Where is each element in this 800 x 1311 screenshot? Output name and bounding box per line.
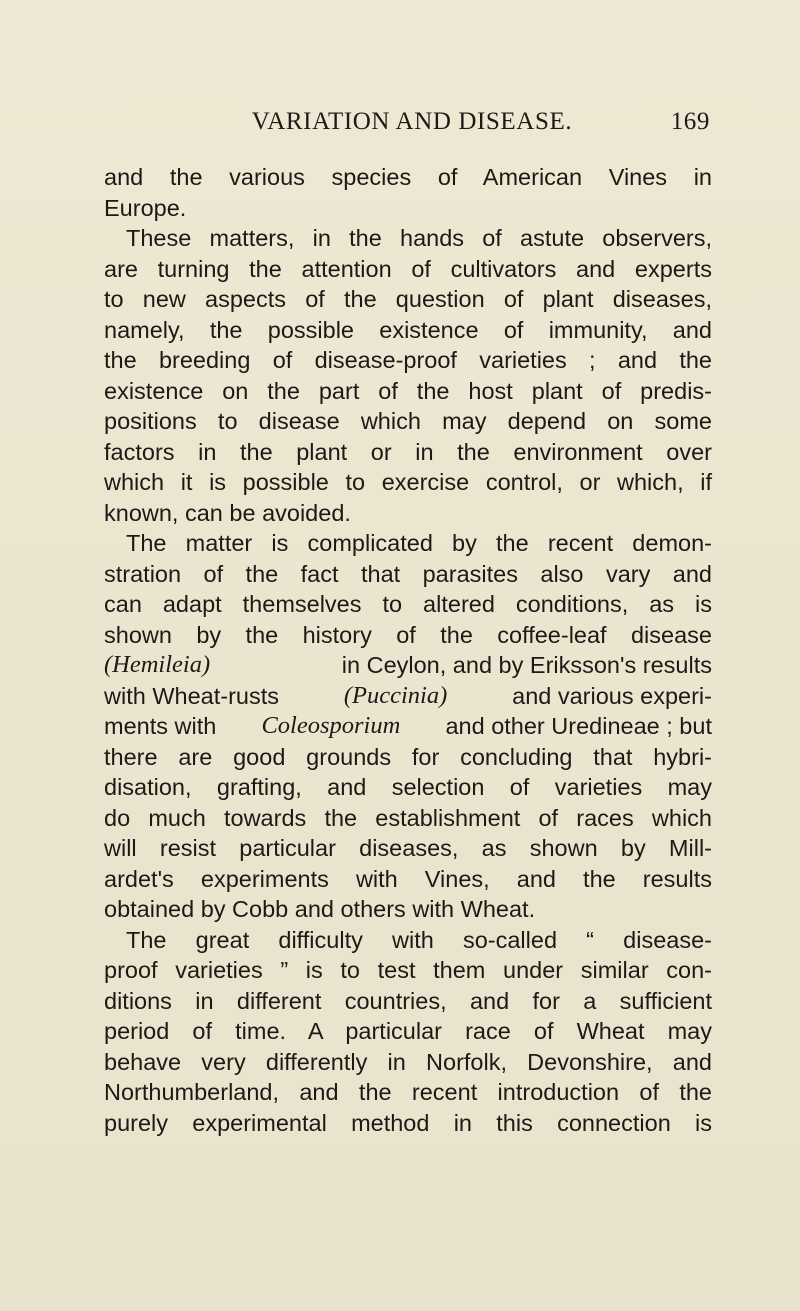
text-line: the breeding of disease-proof varieties ; and the	[104, 347, 712, 373]
text-line: positions to disease which may depend on some	[104, 408, 712, 434]
text-line: do much towards the establishment of races which	[104, 804, 712, 831]
text-line: The matter is complicated by the recent demon-	[126, 530, 712, 556]
text-line: period of time. A particular race of Wheat may	[104, 1018, 712, 1044]
text-line: and the various species of American Vines in	[104, 164, 712, 190]
text-line: are turning the attention of cultivators and experts	[104, 255, 712, 282]
text-line: The great difficulty with so-called “ disease-	[126, 926, 712, 953]
text-line: shown by the history of the coffee-leaf disease	[104, 621, 712, 648]
text-line: there are good grounds for concluding that hybri-	[104, 743, 712, 770]
text-line: existence on the part of the host plant of predis-	[104, 377, 712, 404]
italic-term-hemileia: (Hemileia)	[104, 651, 211, 678]
text-line: factors in the plant or in the environment over	[104, 438, 712, 465]
page-number: 169	[670, 108, 710, 135]
body-text	[104, 162, 712, 1138]
running-head	[114, 108, 710, 144]
text-line: Northumberland, and the recent introduction of the	[104, 1079, 712, 1105]
text-line: ardet's experiments with Vines, and the results	[104, 865, 712, 892]
text-line: ditions in different countries, and for a sufficient	[104, 987, 712, 1014]
text-line: ments with Coleosporium and other Uredineae ; but	[104, 711, 712, 742]
text-line: behave very differently in Norfolk, Devonshire, and	[104, 1048, 712, 1075]
text-line: will resist particular diseases, as shown by Mill-	[104, 835, 712, 861]
text-line: obtained by Cobb and others with Wheat.	[104, 896, 536, 922]
italic-term-coleosporium: Coleosporium	[261, 712, 401, 739]
text-line: Europe.	[104, 194, 187, 221]
text-line: to new aspects of the question of plant diseases,	[104, 286, 712, 312]
text-line: can adapt themselves to altered conditions, as is	[104, 591, 712, 617]
text-line: namely, the possible existence of immunity, and	[104, 316, 712, 343]
text-line: (Hemileia) in Ceylon, and by Eriksson's results	[104, 650, 712, 681]
text-line: with Wheat-rusts (Puccinia) and various experi-	[104, 681, 712, 712]
running-title: VARIATION AND DISEASE.	[251, 108, 573, 135]
text-line: proof varieties ” is to test them under similar con-	[104, 957, 712, 983]
italic-term-puccinia: (Puccinia)	[343, 681, 448, 709]
text-line: purely experimental method in this connection is	[104, 1109, 712, 1136]
text-line: disation, grafting, and selection of varieties may	[104, 774, 712, 800]
text-line: which it is possible to exercise control, or which, if	[104, 469, 712, 495]
text-line: stration of the fact that parasites also vary and	[104, 560, 712, 587]
text-line: These matters, in the hands of astute observers,	[126, 225, 712, 251]
text-line: known, can be avoided.	[104, 499, 351, 526]
